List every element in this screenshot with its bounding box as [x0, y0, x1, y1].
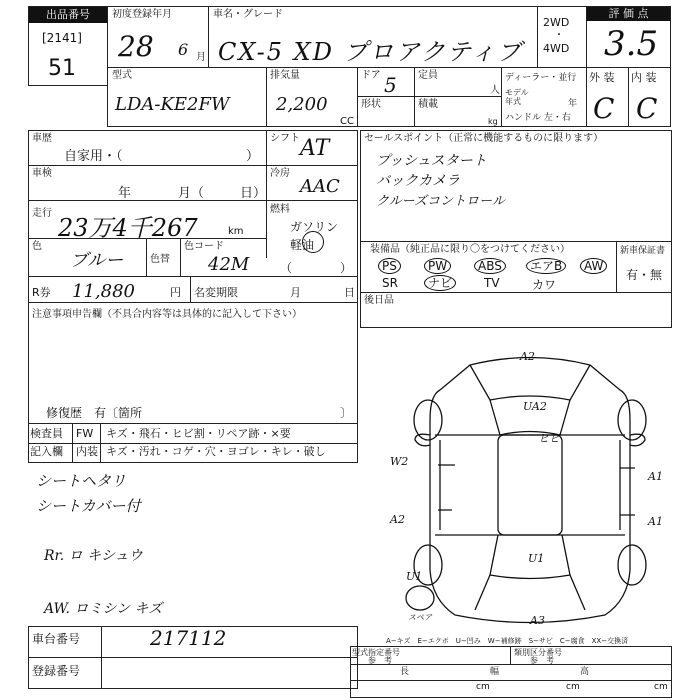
- handwritten-note-1: シートヘタリ: [36, 472, 127, 490]
- reg-value: 28: [118, 30, 154, 63]
- door-value: 5: [384, 73, 397, 97]
- recycle-label: R券: [32, 286, 51, 299]
- length-unit: cm: [476, 682, 490, 692]
- title-change-label: 名変期限: [194, 286, 238, 299]
- inspection-label: 車検: [32, 168, 52, 179]
- fuel-paren: （ ）: [280, 261, 353, 275]
- color-code-label: 色コード: [184, 241, 224, 252]
- category-ref-label: 参 考: [530, 656, 554, 665]
- divider: [266, 165, 358, 166]
- reg-month-unit: 月: [196, 52, 206, 63]
- mark-u1-left: U1: [406, 570, 423, 583]
- spare-tire-label: スペア: [408, 613, 432, 622]
- equip-abs: [474, 258, 506, 274]
- handwritten-note-3: Rr. ロ キシュウ: [44, 548, 143, 564]
- reg-label: 初度登録年月: [112, 9, 172, 20]
- inspection-day: 日）: [240, 186, 267, 201]
- equip-airbag-label: エアB: [526, 258, 566, 274]
- equip-aw: [580, 258, 607, 274]
- title-change-month: 月: [290, 286, 301, 299]
- lot-sub: [2141]: [42, 31, 82, 45]
- color-change-label: 色替: [150, 254, 170, 265]
- mark-a3: A3: [530, 614, 545, 627]
- drive-2wd: 2WD: [543, 16, 570, 29]
- divider: [266, 130, 267, 258]
- divider: [28, 276, 358, 277]
- ac-label: 冷房: [270, 168, 290, 179]
- car-damage-diagram: [380, 340, 680, 640]
- exterior-value: C: [593, 92, 615, 125]
- disp-label: 排気量: [270, 70, 300, 81]
- inspection-year: 年: [118, 186, 132, 201]
- recycle-unit: 円: [170, 286, 181, 299]
- back-reg-cell: [360, 292, 672, 328]
- reg-number-label: 登録番号: [32, 664, 81, 678]
- equip-sr: SR: [382, 276, 398, 290]
- inspection-month: 月（: [178, 186, 205, 201]
- divider: [510, 646, 511, 664]
- equip-pw: [424, 258, 451, 274]
- divider: [190, 276, 191, 303]
- height-label: 高: [580, 667, 590, 677]
- sales-point-2: バックカメラ: [376, 173, 460, 189]
- color-code-value: 42M: [208, 254, 250, 275]
- shift-label: シフト: [270, 133, 300, 144]
- history-value: 自家用・（: [64, 149, 123, 164]
- history-label: 車歴: [32, 133, 52, 144]
- length-label: 長: [400, 667, 410, 677]
- chassis-value: 217112: [150, 626, 227, 650]
- equip-airbag: [526, 258, 566, 274]
- warranty-value: 有・無: [626, 268, 663, 282]
- category-label: 類別区分番号: [514, 648, 562, 657]
- interior-value: C: [636, 92, 658, 125]
- disp-value: 2,200: [276, 94, 328, 115]
- reg-month: 6: [178, 40, 189, 59]
- equip-tv: TV: [484, 276, 500, 290]
- interior-label: 内 装: [631, 71, 657, 84]
- divider: [28, 238, 266, 239]
- checker-interior: 内装: [76, 445, 98, 458]
- mileage-value: 23万4千267: [58, 214, 198, 242]
- mileage-unit: km: [228, 226, 244, 237]
- equip-ps: [378, 258, 401, 274]
- divider: [28, 200, 358, 201]
- handwritten-note-2: シートカバー付: [36, 497, 141, 515]
- height-unit: cm: [654, 682, 668, 692]
- type-designation-label: 型式指定番号: [352, 648, 400, 657]
- mark-w2: W2: [390, 455, 409, 468]
- mark-a1-right-top: A1: [648, 470, 663, 483]
- repair-label: 修復歴 有〔箇所: [46, 406, 143, 420]
- color-label: 色: [32, 241, 42, 252]
- recycle-value: 11,880: [72, 281, 135, 302]
- score-label: 評 価 点: [587, 7, 670, 21]
- load-label: 積載: [418, 99, 438, 110]
- model-value: LDA-KE2FW: [115, 94, 230, 115]
- checker-label-1: 検査員: [30, 427, 63, 440]
- mark-u1-rear: U1: [528, 552, 545, 565]
- fuel-label: 燃料: [270, 204, 290, 215]
- equip-leather: カワ: [532, 278, 557, 292]
- checker-fw: FW: [76, 427, 94, 440]
- model-year-label: モデル年式: [505, 88, 529, 106]
- checker-line-2: キズ・汚れ・コゲ・穴・ヨゴレ・キレ・破し: [106, 445, 326, 458]
- disp-unit: CC: [340, 116, 354, 127]
- sales-point-1: プッシュスタート: [376, 153, 487, 169]
- equip-navi: [424, 275, 456, 291]
- drive-dot: ・: [554, 30, 564, 41]
- equip-aw-label: AW: [580, 258, 607, 274]
- mileage-label: 走行: [32, 208, 52, 219]
- handwritten-note-4: AW. ロミシン キズ: [44, 601, 163, 617]
- equip-navi-label: ナビ: [424, 275, 456, 291]
- lot-label: 出品番号: [29, 7, 107, 23]
- fuel-circle: [302, 231, 324, 253]
- car-value: CX-5 XD プロアクティブ: [218, 38, 523, 66]
- car-label: 車名・グレード: [213, 9, 283, 20]
- capacity-label: 定員: [418, 70, 438, 81]
- door-label: ドア: [361, 70, 381, 81]
- title-change-day: 日: [344, 286, 355, 299]
- divider: [350, 680, 672, 681]
- sales-point-3: クルーズコントロール: [376, 194, 505, 209]
- drive-4wd: 4WD: [543, 42, 570, 55]
- mark-a2-left: A2: [390, 513, 405, 526]
- back-reg-label: 後日品: [364, 295, 394, 306]
- fuel-diesel: 軽油: [290, 238, 315, 252]
- divider: [180, 238, 181, 276]
- chassis-label: 車台番号: [32, 632, 81, 646]
- history-close: ）: [246, 149, 260, 164]
- shape-label: 形状: [361, 99, 381, 110]
- divider: [146, 238, 147, 276]
- color-value: ブルー: [70, 250, 124, 271]
- model-year-unit: 年: [568, 99, 578, 109]
- mark-a2-front: A2: [520, 350, 535, 363]
- model-label: 型式: [112, 70, 132, 81]
- divider: [350, 664, 672, 665]
- divider: [28, 443, 358, 444]
- capacity-unit: 人: [490, 85, 500, 96]
- notes-label: 注意事項申告欄（不具合内容等は具体的に記入して下さい）: [32, 309, 302, 320]
- checker-line-1: キズ・飛石・ヒビ割・リペア跡・×要: [106, 427, 291, 440]
- mark-a1-right-bottom: A1: [648, 515, 663, 528]
- equip-ps-label: PS: [378, 258, 401, 274]
- load-unit: kg: [488, 117, 498, 126]
- score-value: 3.5: [604, 24, 659, 64]
- lot-number: 51: [48, 56, 76, 81]
- shift-value: AT: [300, 136, 330, 161]
- damage-legend: A−キズ E−エクボ U−凹み W−補修跡 S−サビ C−腐食 XX−交換済: [386, 637, 629, 645]
- equipment-label: 装備品（純正品に限り〇をつけてください）: [370, 244, 570, 255]
- width-label: 幅: [490, 667, 500, 677]
- exterior-label: 外 装: [589, 71, 615, 84]
- handle-label: ハンドル 左・右: [505, 113, 571, 123]
- ac-value: AAC: [300, 176, 340, 197]
- type-ref-label: 参 考: [368, 656, 392, 665]
- sales-label: セールスポイント（正常に機能するものに限ります）: [364, 133, 604, 144]
- divider: [616, 241, 617, 293]
- mark-ua2: UA2: [523, 400, 547, 413]
- repair-close: 〕: [340, 406, 353, 420]
- equip-pw-label: PW: [424, 258, 451, 274]
- checker-label-2: 記入欄: [30, 445, 63, 458]
- fuel-gas: ガソリン: [290, 220, 339, 234]
- mark-crack: ヒビ: [538, 432, 560, 445]
- equip-abs-label: ABS: [474, 258, 506, 274]
- warranty-label: 新車保証書: [620, 246, 666, 256]
- width-unit: cm: [566, 682, 580, 692]
- dealer-label: ディーラー・並行: [505, 73, 577, 83]
